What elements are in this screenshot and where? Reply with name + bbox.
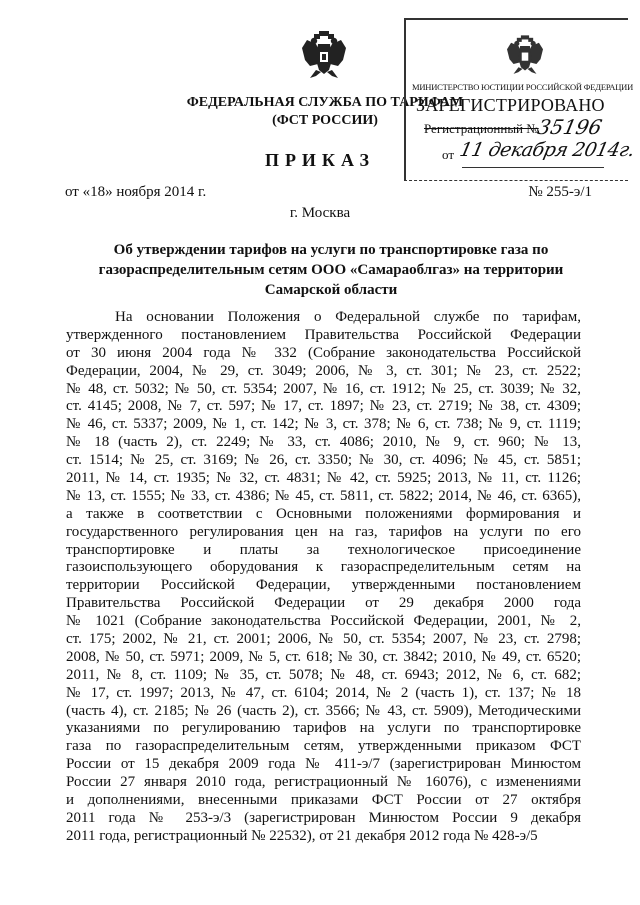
body-line: Федерации, 2004, № 29, ст. 3049; 2006, № 3, ст. 301; № 23, ст. 2522;	[66, 362, 581, 379]
organization-abbreviation: (ФСТ РОССИИ)	[272, 113, 378, 128]
body-line: России от 15 декабря 2009 года № 411-э/7 (зарегистрирован Минюстом	[66, 756, 581, 773]
stamp-coat-of-arms-icon	[507, 34, 543, 76]
stamp-date: 11 декабря 2014г.	[457, 139, 637, 161]
body-line: 2011, № 8, ст. 1109; № 35, ст. 5078; № 48, ст. 6943; 2012, № 6, ст. 682;	[66, 666, 581, 683]
order-date: от «18» ноября 2014 г.	[65, 184, 207, 200]
city: г. Москва	[289, 205, 351, 221]
body-line: территории Российской Федерации, утвержденными постановлением	[66, 577, 581, 594]
stamp-reg-number-label: Регистрационный №	[424, 121, 539, 136]
body-line: (часть 4), ст. 2185; № 26 (часть 2), ст. 3566; № 43, ст. 5909), Методическими	[66, 702, 581, 719]
body-line: 2011 года, регистрационный № 22532), от 21 декабря 2012 года № 428-э/5	[66, 827, 538, 844]
stamp-reg-number: 35196	[535, 115, 605, 139]
stamp-registered-label: ЗАРЕГИСТРИРОВАНО	[416, 95, 605, 115]
body-line: а также в соответствии с Основными положениями формирования и	[66, 505, 581, 522]
body-line: Правительства Российской Федерации от 29 декабря 2000 года	[66, 595, 581, 612]
body-line: 2008, № 50, ст. 5971; 2009, № 5, ст. 618; № 30, ст. 3842; 2010, № 49, ст. 6520;	[66, 648, 581, 665]
order-subject	[96, 240, 566, 300]
body-line: 2011, № 14, ст. 1935; № 32, ст. 4831; № 42, ст. 5925; 2013, № 11, ст. 1126;	[66, 470, 581, 487]
body-line: транспортировке и платы за технологическое присоединение	[66, 541, 581, 558]
body-line: № 46, ст. 5337; 2009, № 1, ст. 142; № 3, ст. 378; № 6, ст. 738; № 9, ст. 1119;	[66, 416, 581, 433]
body-line: России 27 января 2010 года, регистрационный № 16076), с изменениями	[66, 774, 581, 791]
body-line: государственного регулирования цен на газ, тарифов на услуги по его	[66, 523, 581, 540]
body-line: газа по газораспределительным сетям, утвержденными приказом ФСТ	[66, 738, 581, 755]
body-line: указаниями по регулированию тарифов на услуги по транспортировке	[66, 720, 581, 737]
stamp-ministry-name: МИНИСТЕРСТВО ЮСТИЦИИ РОССИЙСКОЙ ФЕДЕРАЦИИ	[412, 82, 634, 92]
body-line: № 17, ст. 1997; 2013, № 47, ст. 6104; 2014, № 2 (часть 1), ст. 137; № 18	[66, 684, 581, 701]
organization-name: ФЕДЕРАЛЬНАЯ СЛУЖБА ПО ТАРИФАМ	[186, 95, 464, 110]
body-line: ст. 1514; № 25, ст. 3169; № 26, ст. 3350; № 30, ст. 4096; № 45, ст. 5851;	[66, 452, 581, 469]
body-line: ст. 175; 2002, № 21, ст. 2001; 2006, № 50, ст. 5354; 2007, № 23, ст. 2798;	[66, 631, 581, 648]
body-line: № 13, ст. 1555; № 33, ст. 4386; № 45, ст. 5811, ст. 5822; 2014, № 46, ст. 6365),	[66, 487, 581, 504]
subject-line: газораспределительным сетям ООО «Самараоблгаз» на территории	[98, 262, 564, 278]
body-line: На основании Положения о Федеральной службе по тарифам,	[115, 309, 581, 325]
body-line: от 30 июня 2004 года № 332 (Собрание законодательства Российской	[66, 344, 581, 361]
body-line: ст. 4145; 2008, № 7, ст. 597; № 17, ст. 1897; № 23, ст. 2719; № 38, ст. 4309;	[66, 398, 581, 415]
body-line: и дополнениями, внесенными приказами ФСТ России от 27 октября	[66, 792, 581, 809]
body-line: утвержденного постановлением Правительства Российской Федерации	[66, 326, 581, 343]
stamp-date-prefix: от	[442, 147, 455, 162]
subject-line: Об утверждении тарифов на услуги по транспортировке газа по	[113, 242, 549, 258]
body-line: № 1021 (Собрание законодательства Российской Федерации, 2001, № 2,	[66, 613, 581, 630]
body-text	[66, 309, 581, 846]
document-title: ПРИКАЗ	[264, 150, 376, 170]
subject-line: Самарской области	[264, 282, 398, 298]
body-line: 2011 года № 253-э/3 (зарегистрирован Минюстом России 9 декабря	[66, 809, 581, 826]
body-line: № 48, ст. 5032; № 50, ст. 5354; 2007, № 16, ст. 1912; № 25, ст. 3039; № 32,	[66, 380, 581, 397]
coat-of-arms-icon	[302, 30, 346, 80]
body-line: газоиспользующего оборудования к газораспределительным сетям на	[66, 559, 581, 576]
body-line: № 18 (часть 2), ст. 2249; № 33, ст. 4086; 2010, № 9, ст. 960; № 13,	[66, 434, 581, 451]
order-number: № 255-э/1	[528, 184, 592, 200]
